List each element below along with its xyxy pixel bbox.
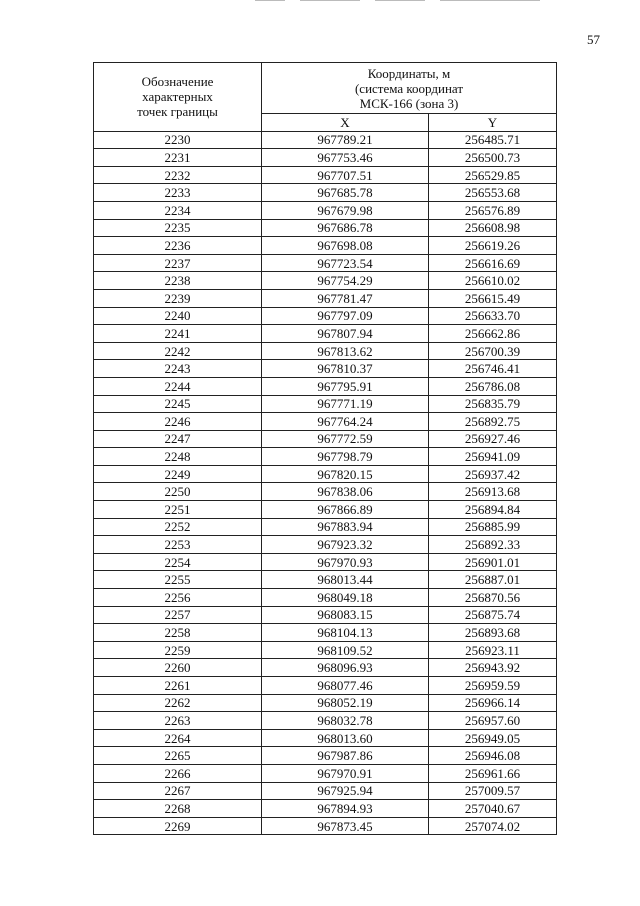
point-id-cell: 2243 [94, 360, 262, 378]
point-id-cell: 2235 [94, 219, 262, 237]
y-value-cell: 256608.98 [429, 219, 557, 237]
x-value-cell: 967707.51 [262, 166, 429, 184]
x-value-cell: 967798.79 [262, 448, 429, 466]
top-rule [440, 0, 540, 1]
y-value-cell: 257009.57 [429, 782, 557, 800]
table-row [94, 149, 557, 167]
point-id-cell: 2259 [94, 641, 262, 659]
y-value-cell: 256746.41 [429, 360, 557, 378]
table-row [94, 501, 557, 519]
y-value-cell: 256943.92 [429, 659, 557, 677]
x-value-cell: 968096.93 [262, 659, 429, 677]
y-value-cell: 256894.84 [429, 501, 557, 519]
point-header-line: характерных [142, 89, 213, 105]
coords-header-line: Координаты, м [367, 65, 451, 81]
table-row [94, 483, 557, 501]
x-value-cell: 967838.06 [262, 483, 429, 501]
table-row [94, 237, 557, 255]
table-row [94, 342, 557, 360]
x-value-cell: 967723.54 [262, 254, 429, 272]
x-value-cell: 967772.59 [262, 430, 429, 448]
table-header-row [94, 63, 557, 114]
x-value-cell: 967795.91 [262, 377, 429, 395]
x-value-cell: 967807.94 [262, 325, 429, 343]
x-value-cell: 968083.15 [262, 606, 429, 624]
x-value-cell: 967925.94 [262, 782, 429, 800]
x-value-cell: 967754.29 [262, 272, 429, 290]
table-row [94, 536, 557, 554]
point-id-cell: 2238 [94, 272, 262, 290]
table-row [94, 184, 557, 202]
table-row [94, 782, 557, 800]
y-value-cell: 256576.89 [429, 201, 557, 219]
point-id-cell: 2249 [94, 465, 262, 483]
x-value-cell: 968049.18 [262, 589, 429, 607]
point-header-line: Обозначение [141, 74, 214, 90]
point-id-cell: 2251 [94, 501, 262, 519]
coords-header-line: (система координат [354, 80, 464, 96]
point-id-cell: 2255 [94, 571, 262, 589]
x-value-cell: 967820.15 [262, 465, 429, 483]
y-column-header: Y [429, 114, 557, 132]
table-row [94, 430, 557, 448]
y-value-cell: 256875.74 [429, 606, 557, 624]
x-value-cell: 968077.46 [262, 677, 429, 695]
x-value-cell: 967894.93 [262, 800, 429, 818]
y-value-cell: 256633.70 [429, 307, 557, 325]
y-value-cell: 256913.68 [429, 483, 557, 501]
point-id-cell: 2264 [94, 729, 262, 747]
x-value-cell: 967810.37 [262, 360, 429, 378]
table-row [94, 465, 557, 483]
y-value-cell: 256937.42 [429, 465, 557, 483]
x-value-cell: 967698.08 [262, 237, 429, 255]
table-row [94, 800, 557, 818]
point-header-line: точек границы [137, 104, 218, 120]
point-id-cell: 2230 [94, 131, 262, 149]
x-value-cell: 967970.93 [262, 553, 429, 571]
y-value-cell: 256662.86 [429, 325, 557, 343]
y-value-cell: 257074.02 [429, 817, 557, 835]
point-id-cell: 2245 [94, 395, 262, 413]
y-value-cell: 256885.99 [429, 518, 557, 536]
table-row [94, 606, 557, 624]
table-row [94, 624, 557, 642]
x-value-cell: 968013.60 [262, 729, 429, 747]
point-id-cell: 2242 [94, 342, 262, 360]
y-value-cell: 256786.08 [429, 377, 557, 395]
point-id-cell: 2269 [94, 817, 262, 835]
point-id-cell: 2263 [94, 712, 262, 730]
y-value-cell: 256941.09 [429, 448, 557, 466]
x-value-cell: 967764.24 [262, 413, 429, 431]
point-id-cell: 2254 [94, 553, 262, 571]
table-row [94, 360, 557, 378]
table-row [94, 764, 557, 782]
x-value-cell: 967813.62 [262, 342, 429, 360]
table-row [94, 589, 557, 607]
coordinates-table [93, 62, 557, 835]
x-value-cell: 967781.47 [262, 289, 429, 307]
x-value-cell: 967923.32 [262, 536, 429, 554]
point-id-cell: 2239 [94, 289, 262, 307]
x-value-cell: 967753.46 [262, 149, 429, 167]
table-row [94, 677, 557, 695]
point-id-cell: 2231 [94, 149, 262, 167]
point-id-cell: 2240 [94, 307, 262, 325]
table-row [94, 289, 557, 307]
x-value-cell: 967685.78 [262, 184, 429, 202]
point-id-cell: 2246 [94, 413, 262, 431]
y-value-cell: 256946.08 [429, 747, 557, 765]
table-row [94, 131, 557, 149]
top-rule [300, 0, 360, 1]
x-value-cell: 967987.86 [262, 747, 429, 765]
point-id-cell: 2233 [94, 184, 262, 202]
table-row [94, 659, 557, 677]
point-id-cell: 2234 [94, 201, 262, 219]
y-value-cell: 256892.75 [429, 413, 557, 431]
table-row [94, 571, 557, 589]
table-row [94, 201, 557, 219]
x-value-cell: 967797.09 [262, 307, 429, 325]
y-value-cell: 256893.68 [429, 624, 557, 642]
y-value-cell: 256927.46 [429, 430, 557, 448]
x-value-cell: 968109.52 [262, 641, 429, 659]
point-id-cell: 2236 [94, 237, 262, 255]
y-value-cell: 256619.26 [429, 237, 557, 255]
table-row [94, 747, 557, 765]
table-row [94, 254, 557, 272]
table-row [94, 641, 557, 659]
y-value-cell: 256870.56 [429, 589, 557, 607]
table-row [94, 272, 557, 290]
y-value-cell: 256835.79 [429, 395, 557, 413]
table-row [94, 395, 557, 413]
y-value-cell: 256949.05 [429, 729, 557, 747]
point-id-cell: 2241 [94, 325, 262, 343]
table-row [94, 817, 557, 835]
table-row [94, 553, 557, 571]
point-id-cell: 2258 [94, 624, 262, 642]
point-id-cell: 2257 [94, 606, 262, 624]
x-value-cell: 967873.45 [262, 817, 429, 835]
y-value-cell: 256901.01 [429, 553, 557, 571]
y-value-cell: 256485.71 [429, 131, 557, 149]
y-value-cell: 256700.39 [429, 342, 557, 360]
x-value-cell: 967771.19 [262, 395, 429, 413]
point-column-header [94, 63, 262, 132]
point-id-cell: 2256 [94, 589, 262, 607]
table-row [94, 518, 557, 536]
table-row [94, 219, 557, 237]
coordinates-column-header [262, 63, 557, 114]
table-row [94, 166, 557, 184]
x-value-cell: 968032.78 [262, 712, 429, 730]
x-value-cell: 967679.98 [262, 201, 429, 219]
x-value-cell: 967883.94 [262, 518, 429, 536]
point-id-cell: 2247 [94, 430, 262, 448]
y-value-cell: 257040.67 [429, 800, 557, 818]
y-value-cell: 256616.69 [429, 254, 557, 272]
x-value-cell: 968013.44 [262, 571, 429, 589]
table-row [94, 448, 557, 466]
y-value-cell: 256553.68 [429, 184, 557, 202]
point-id-cell: 2267 [94, 782, 262, 800]
y-value-cell: 256892.33 [429, 536, 557, 554]
y-value-cell: 256961.66 [429, 764, 557, 782]
point-id-cell: 2262 [94, 694, 262, 712]
point-id-cell: 2248 [94, 448, 262, 466]
y-value-cell: 256959.59 [429, 677, 557, 695]
point-id-cell: 2250 [94, 483, 262, 501]
table-row [94, 307, 557, 325]
point-id-cell: 2244 [94, 377, 262, 395]
table-row [94, 712, 557, 730]
y-value-cell: 256615.49 [429, 289, 557, 307]
point-id-cell: 2253 [94, 536, 262, 554]
y-value-cell: 256887.01 [429, 571, 557, 589]
table-row [94, 413, 557, 431]
table-row [94, 325, 557, 343]
coords-header-line: МСК-166 (зона 3) [359, 95, 459, 111]
x-value-cell: 968104.13 [262, 624, 429, 642]
table-row [94, 377, 557, 395]
point-id-cell: 2265 [94, 747, 262, 765]
point-id-cell: 2232 [94, 166, 262, 184]
point-id-cell: 2268 [94, 800, 262, 818]
x-value-cell: 968052.19 [262, 694, 429, 712]
y-value-cell: 256610.02 [429, 272, 557, 290]
y-value-cell: 256500.73 [429, 149, 557, 167]
x-value-cell: 967866.89 [262, 501, 429, 519]
page-number: 57 [587, 32, 600, 47]
point-id-cell: 2252 [94, 518, 262, 536]
x-value-cell: 967686.78 [262, 219, 429, 237]
point-id-cell: 2260 [94, 659, 262, 677]
x-value-cell: 967789.21 [262, 131, 429, 149]
y-value-cell: 256529.85 [429, 166, 557, 184]
table-row [94, 729, 557, 747]
y-value-cell: 256957.60 [429, 712, 557, 730]
point-id-cell: 2261 [94, 677, 262, 695]
y-value-cell: 256923.11 [429, 641, 557, 659]
point-id-cell: 2237 [94, 254, 262, 272]
x-value-cell: 967970.91 [262, 764, 429, 782]
top-rule [255, 0, 285, 1]
table-row [94, 694, 557, 712]
top-rule [375, 0, 425, 1]
y-value-cell: 256966.14 [429, 694, 557, 712]
x-column-header: X [262, 114, 429, 132]
point-id-cell: 2266 [94, 764, 262, 782]
